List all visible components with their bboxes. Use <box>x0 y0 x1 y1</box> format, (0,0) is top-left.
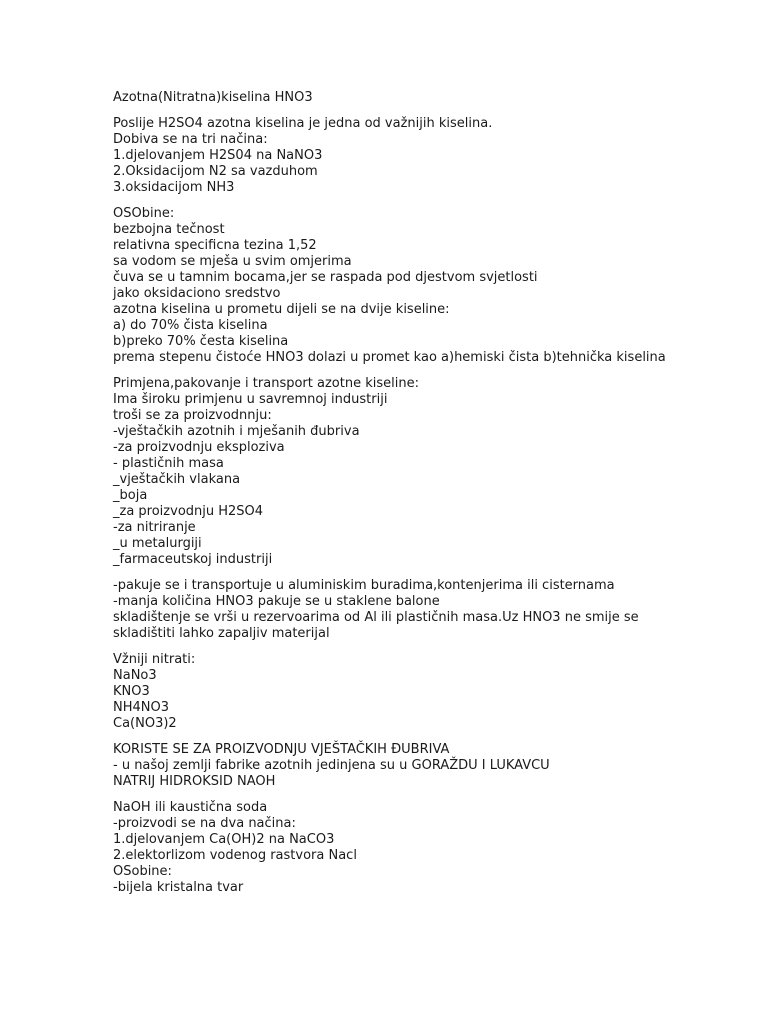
document-body <box>113 116 753 896</box>
text-line: -manja količina HNO3 pakuje se u staklene balone <box>113 594 440 609</box>
text-line: - plastičnih masa <box>113 456 224 471</box>
text-line: -pakuje se i transportuje u aluminiskim buradima,kontenjerima ili cisternama <box>113 578 615 593</box>
text-line: jako oksidaciono sredstvo <box>113 286 281 301</box>
text-line: troši se za proizvodnnju: <box>113 408 272 423</box>
paragraph <box>113 800 753 896</box>
text-line: _boja <box>113 488 148 503</box>
text-line: -za nitriranje <box>113 520 196 535</box>
text-line: NATRIJ HIDROKSID NAOH <box>113 774 276 789</box>
document-page <box>113 90 753 906</box>
paragraph <box>113 652 753 732</box>
text-line: _za proizvodnju H2SO4 <box>113 504 264 519</box>
text-line: _vještačkih vlakana <box>113 472 241 487</box>
document-title: Azotna(Nitratna)kiselina HNO3 <box>113 90 313 105</box>
text-line: sa vodom se mješa u svim omjerima <box>113 254 352 269</box>
text-line: skladištenje se vrši u rezervoarima od Al ili plastičnih masa.Uz HNO3 ne smije se <box>113 610 639 625</box>
text-line: KORISTE SE ZA PROIZVODNJU VJEŠTAČKIH ĐUBRIVA <box>113 742 450 757</box>
text-line: -bijela kristalna tvar <box>113 880 244 895</box>
paragraph <box>113 116 753 196</box>
text-line: -za proizvodnju eksploziva <box>113 440 285 455</box>
text-line: a) do 70% čista kiselina <box>113 318 268 333</box>
text-line: -proizvodi se na dva načina: <box>113 816 296 831</box>
text-line: prema stepenu čistoće HNO3 dolazi u promet kao a)hemiski čista b)tehnička kiselina <box>113 350 666 365</box>
text-line: - u našoj zemlji fabrike azotnih jedinjena su u GORAŽDU I LUKAVCU <box>113 758 550 773</box>
text-line: čuva se u tamnim bocama,jer se raspada pod djestvom svjetlosti <box>113 270 538 285</box>
text-line: OSobine: <box>113 864 172 879</box>
text-line: Ima široku primjenu u savremnoj industriji <box>113 392 388 407</box>
text-line: skladištiti lahko zapaljiv materijal <box>113 626 330 641</box>
text-line: 3.oksidacijom NH3 <box>113 180 235 195</box>
text-line: b)preko 70% česta kiselina <box>113 334 289 349</box>
text-line: Primjena,pakovanje i transport azotne kiseline: <box>113 376 419 391</box>
text-line: Dobiva se na tri načina: <box>113 132 268 147</box>
text-line: 1.djelovanjem Ca(OH)2 na NaCO3 <box>113 832 335 847</box>
text-line: Ca(NO3)2 <box>113 716 177 731</box>
text-line: 1.djelovanjem H2S04 na NaNO3 <box>113 148 323 163</box>
text-line: _u metalurgiji <box>113 536 202 551</box>
text-line: -vještačkih azotnih i mješanih đubriva <box>113 424 360 439</box>
text-line: NaNo3 <box>113 668 157 683</box>
text-line: NaOH ili kaustična soda <box>113 800 268 815</box>
text-line: OSObine: <box>113 206 175 221</box>
text-line: azotna kiselina u prometu dijeli se na dvije kiseline: <box>113 302 450 317</box>
paragraph <box>113 376 753 568</box>
text-line: relativna specificna tezina 1,52 <box>113 238 317 253</box>
paragraph <box>113 578 753 642</box>
text-line: _farmaceutskoj industriji <box>113 552 273 567</box>
paragraph <box>113 206 753 366</box>
text-line: KNO3 <box>113 684 150 699</box>
text-line: 2.elektorlizom vodenog rastvora Nacl <box>113 848 357 863</box>
paragraph <box>113 742 753 790</box>
text-line: 2.Oksidacijom N2 sa vazduhom <box>113 164 318 179</box>
text-line: Poslije H2SO4 azotna kiselina je jedna od važnijih kiselina. <box>113 116 493 131</box>
text-line: bezbojna tečnost <box>113 222 225 237</box>
text-line: Vžniji nitrati: <box>113 652 196 667</box>
text-line: NH4NO3 <box>113 700 169 715</box>
